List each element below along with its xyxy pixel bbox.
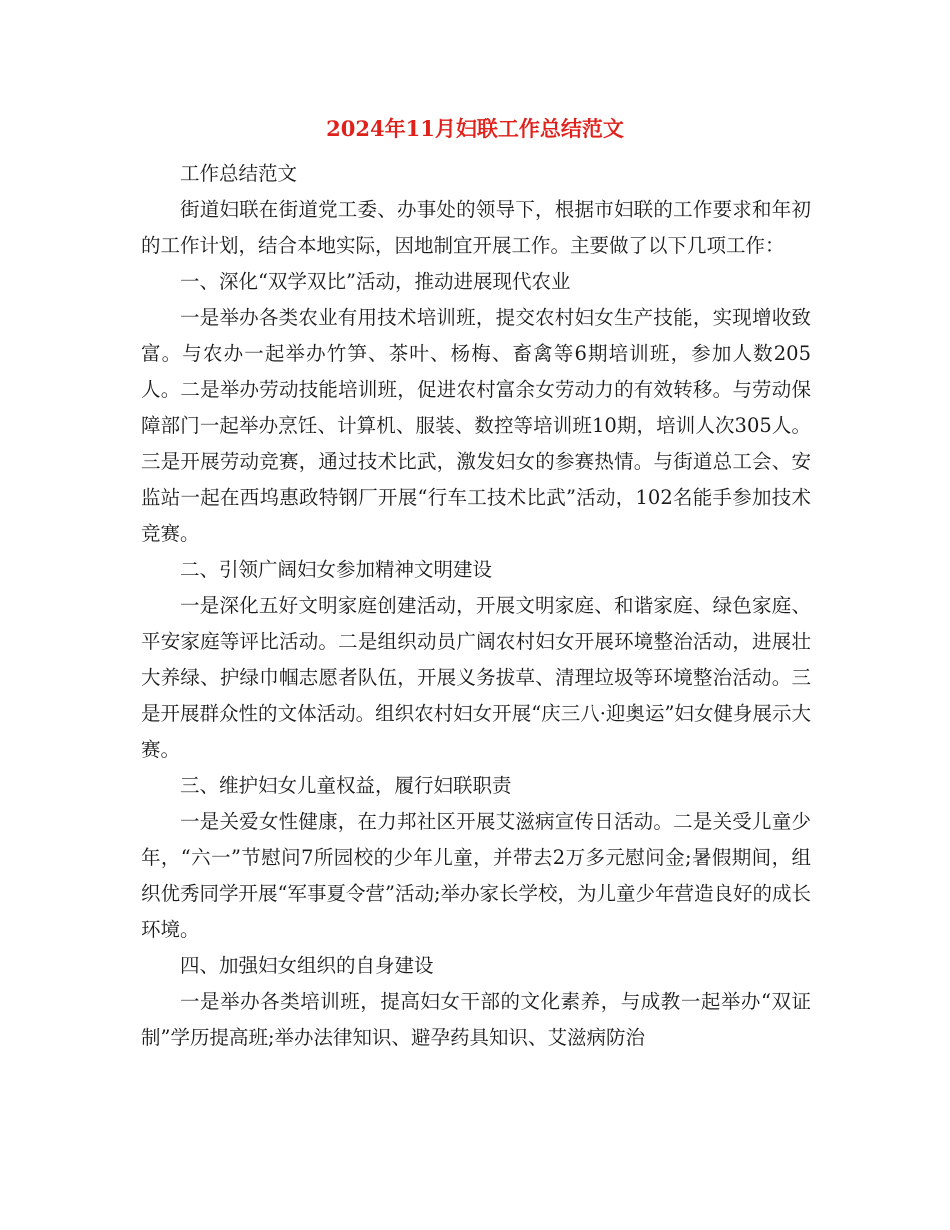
paragraph: 一是举办各类农业有用技术培训班，提交农村妇女生产技能，实现增收致富。与农办一起举办竹笋、茶叶、杨梅、畜禽等6期培训班，参加人数205人。二是举办劳动技能培训班，促进农村富余女劳动力的有效转移。与劳动保障部门一起举办烹饪、计算机、服装、数控等培训班10期，培训人次305人。三是开展劳动竞赛，通过技术比武，激发妇女的参赛热情。与街道总工会、安监站一起在西坞惠政特钢厂开展“行车工技术比武”活动，102名能手参加技术竞赛。 xyxy=(141,306,811,545)
section-heading: 三、维护妇女儿童权益，履行妇联职责 xyxy=(180,774,512,797)
document-body xyxy=(141,156,811,1056)
section-heading: 四、加强妇女组织的自身建设 xyxy=(180,954,434,977)
section-heading: 二、引领广阔妇女参加精神文明建设 xyxy=(180,558,493,581)
document-title: 2024年11月妇联工作总结范文 xyxy=(326,116,624,141)
paragraph: 一是举办各类培训班，提高妇女干部的文化素养，与成教一起举办“双证制”学历提高班;举办法律知识、避孕药具知识、艾滋病防治 xyxy=(141,990,811,1049)
section-heading: 一、深化“双学双比”活动，推动进展现代农业 xyxy=(180,270,571,293)
paragraph: 街道妇联在街道党工委、办事处的领导下，根据市妇联的工作要求和年初的工作计划，结合本地实际，因地制宜开展工作。主要做了以下几项工作： xyxy=(141,198,811,257)
paragraph: 一是关爱女性健康，在力邦社区开展艾滋病宣传日活动。二是关受儿童少年，“六一”节慰问7所园校的少年儿童，并带去2万多元慰问金;暑假期间，组织优秀同学开展“军事夏令营”活动;举办家长学校，为儿童少年营造良好的成长环境。 xyxy=(141,810,812,941)
paragraph: 工作总结范文 xyxy=(180,162,298,185)
paragraph: 一是深化五好文明家庭创建活动，开展文明家庭、和谐家庭、绿色家庭、平安家庭等评比活动。二是组织动员广阔农村妇女开展环境整治活动，进展壮大养绿、护绿巾帼志愿者队伍，开展义务拔草、清理垃圾等环境整治活动。三是开展群众性的文体活动。组织农村妇女开展“庆三八·迎奥运”妇女健身展示大赛。 xyxy=(141,594,811,761)
